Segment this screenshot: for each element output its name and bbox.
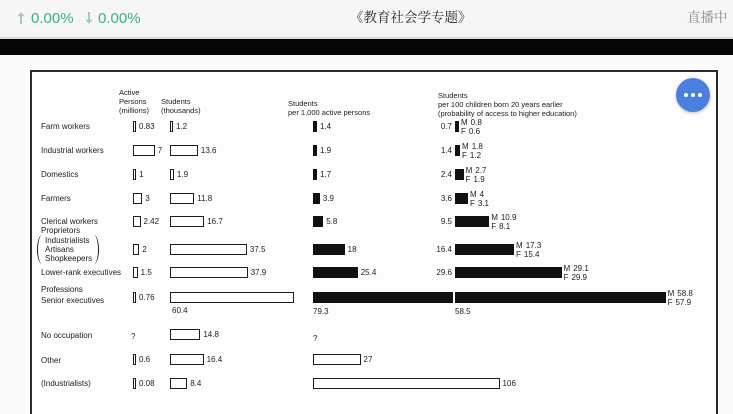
students-value: 8.4 <box>190 379 202 388</box>
students-bar <box>170 292 294 303</box>
access-probability-bar <box>455 244 514 255</box>
students-value: 14.8 <box>203 330 219 339</box>
male-value-group <box>470 190 484 199</box>
students-value: 37.9 <box>250 268 267 277</box>
row-label: Domestics <box>41 170 79 179</box>
female-value: 15.4 <box>523 250 540 259</box>
male-value-group <box>491 213 516 222</box>
students-per-1000-bar <box>313 145 317 156</box>
bracket-open-icon <box>37 235 42 264</box>
male-label: M <box>667 289 675 298</box>
students-per-1000-value: 1.9 <box>320 146 332 155</box>
male-value-group <box>564 264 589 273</box>
male-value: 17.3 <box>525 241 542 250</box>
male-value: 58.8 <box>677 289 693 298</box>
active-persons-value: 0.08 <box>139 379 155 388</box>
access-probability-bar <box>455 193 468 204</box>
header-students <box>161 97 201 115</box>
row-group-heading: Proprietors <box>41 226 81 235</box>
header-line: (millions) <box>119 106 149 115</box>
active-persons-bar <box>133 169 136 180</box>
access-probability-value: 3.6 <box>440 194 452 203</box>
students-per-1000-value: 106 <box>502 379 516 388</box>
female-value: 8.1 <box>499 222 511 231</box>
row-label: Professions <box>41 285 83 294</box>
female-label: F <box>667 298 673 307</box>
female-value-group <box>564 273 587 282</box>
arrow-down-icon <box>85 11 93 25</box>
female-value-group <box>491 222 510 231</box>
female-value: 0.6 <box>468 127 481 136</box>
access-probability-bar <box>455 267 562 278</box>
row-label: Industrial workers <box>41 146 104 155</box>
active-persons-value: 7 <box>157 146 163 155</box>
active-persons-bar <box>133 292 136 303</box>
active-persons-bar <box>133 267 138 278</box>
students-per-1000-bar <box>313 216 323 227</box>
female-value-group <box>461 127 480 136</box>
more-options-button[interactable] <box>676 78 710 112</box>
row-label: Clerical workers <box>41 217 98 226</box>
students-per-1000-value: 5.8 <box>326 217 338 226</box>
header-line: Active <box>119 88 140 97</box>
students-per-1000-bar <box>313 193 320 204</box>
access-probability-value: 1.4 <box>440 146 452 155</box>
female-label: F <box>462 151 467 160</box>
students-per-1000-value: 3.9 <box>322 194 334 203</box>
female-label: F <box>469 199 475 208</box>
row-label: Industrialists <box>45 236 90 245</box>
female-value: 3.1 <box>477 199 489 208</box>
access-probability-value: 0.7 <box>440 122 452 131</box>
active-persons-value: ? <box>131 332 136 341</box>
row-label: Lower-rank executives <box>41 268 122 277</box>
male-value-group <box>668 289 693 298</box>
active-persons-value: 0.76 <box>139 293 155 302</box>
students-per-1000-bar <box>313 121 317 132</box>
active-persons-value: 2.42 <box>143 217 160 226</box>
students-value: 60.4 <box>172 306 188 315</box>
active-persons-bar <box>133 145 155 156</box>
male-value-group <box>461 118 482 127</box>
students-per-1000-bar <box>313 354 361 365</box>
active-persons-bar <box>133 193 142 204</box>
download-rate: 0.00% <box>98 10 141 27</box>
students-value: 13.6 <box>200 146 217 155</box>
female-label: F <box>461 127 466 136</box>
access-probability-value: 29.6 <box>436 268 452 277</box>
male-value-group <box>462 142 483 151</box>
live-status: 直播中 <box>687 10 728 26</box>
students-per-1000-bar <box>313 244 345 255</box>
more-dots-icon <box>684 93 702 97</box>
active-persons-bar <box>133 378 136 389</box>
access-probability-value: 2.4 <box>440 170 452 179</box>
students-value: 1.9 <box>176 170 189 179</box>
video-top-band <box>0 39 733 55</box>
male-value: 4 <box>479 190 485 199</box>
active-persons-value: 3 <box>145 194 150 203</box>
students-per-1000-value: 27 <box>363 355 373 364</box>
female-value: 29.9 <box>571 273 588 282</box>
male-value: 10.9 <box>500 213 517 222</box>
active-persons-value: 2 <box>142 245 147 254</box>
male-value: 1.8 <box>471 142 483 151</box>
female-value: 57.9 <box>675 298 692 307</box>
active-persons-bar <box>133 244 139 255</box>
students-per-1000-value: 18 <box>347 245 357 254</box>
header-line: Students <box>288 99 318 108</box>
male-value-group <box>516 241 541 250</box>
access-probability-bar <box>455 292 666 303</box>
header-line: Students <box>161 97 191 106</box>
male-label: M <box>563 264 571 273</box>
students-per-1000-value: 1.4 <box>320 122 332 131</box>
active-persons-value: 1.5 <box>140 268 152 277</box>
header-line: per 100 children born 20 years earlier <box>438 100 563 109</box>
female-label: F <box>516 250 521 259</box>
header-line: Persons <box>119 97 147 106</box>
male-value: 2.7 <box>475 166 487 175</box>
header-active-persons <box>119 88 149 115</box>
access-probability-value: 16.4 <box>436 245 452 254</box>
students-per-1000-bar <box>313 378 500 389</box>
access-probability-bar <box>455 145 460 156</box>
students-bar <box>170 216 204 227</box>
students-bar <box>170 378 187 389</box>
students-per-1000-bar <box>313 267 358 278</box>
students-bar <box>170 329 200 340</box>
female-value-group <box>470 199 489 208</box>
students-per-1000-value: 79.3 <box>313 307 329 316</box>
male-value: 0.8 <box>470 118 482 127</box>
male-label: M <box>516 241 523 250</box>
students-value: 16.7 <box>207 217 223 226</box>
students-per-1000-bar <box>313 292 453 303</box>
access-probability-value: 9.5 <box>440 217 452 226</box>
students-per-1000-value: 25.4 <box>360 268 377 277</box>
students-bar <box>170 145 198 156</box>
row-label: No occupation <box>41 331 93 340</box>
female-value-group <box>516 250 539 259</box>
access-probability-bar <box>455 121 459 132</box>
male-label: M <box>462 142 469 151</box>
students-bar <box>170 267 248 278</box>
students-bar <box>170 244 247 255</box>
active-persons-value: 0.6 <box>139 355 151 364</box>
male-label: M <box>469 190 477 199</box>
row-label: Farm workers <box>41 122 90 131</box>
students-value: 37.5 <box>249 245 266 254</box>
students-value: 16.4 <box>206 355 223 364</box>
access-probability-bar <box>455 169 464 180</box>
active-persons-bar <box>133 216 141 227</box>
female-value-group <box>466 175 485 184</box>
female-label: F <box>563 273 569 282</box>
upload-rate: 0.00% <box>31 10 74 27</box>
male-value-group <box>466 166 487 175</box>
students-bar <box>170 169 174 180</box>
row-label: Artisans <box>45 245 74 254</box>
female-value: 1.2 <box>469 151 482 160</box>
active-persons-bar <box>133 121 136 132</box>
access-probability-bar <box>455 216 489 227</box>
active-persons-value: 1 <box>139 170 144 179</box>
course-title: 《教育社会学专题》 <box>350 10 472 26</box>
female-label: F <box>465 175 471 184</box>
female-label: F <box>491 222 497 231</box>
row-label: Shopkeepers <box>45 254 93 263</box>
header-line: (thousands) <box>161 106 201 115</box>
header-line: (probability of access to higher education) <box>438 109 577 118</box>
students-bar <box>170 193 194 204</box>
row-label: Farmers <box>41 194 71 203</box>
row-label: (Industrialists) <box>41 379 91 388</box>
female-value-group <box>462 151 481 160</box>
active-persons-bar <box>133 354 136 365</box>
students-value: 11.8 <box>197 194 213 203</box>
header-access-probability <box>438 91 577 118</box>
male-label: M <box>461 118 468 127</box>
students-bar <box>170 354 204 365</box>
students-per-1000-bar <box>313 169 317 180</box>
female-value: 1.9 <box>473 175 485 184</box>
arrow-up-icon <box>17 11 25 25</box>
header-students-per-1000 <box>288 99 370 117</box>
students-bar <box>170 121 173 132</box>
row-label: Senior executives <box>41 296 105 305</box>
header-line: per 1,000 active persons <box>288 108 371 117</box>
row-label: Other <box>41 356 62 365</box>
male-label: M <box>491 213 498 222</box>
students-per-1000-value: ? <box>313 334 318 343</box>
top-bar <box>0 0 733 39</box>
access-probability-value: 58.5 <box>455 307 471 316</box>
female-value-group <box>668 298 691 307</box>
active-persons-value: 0.83 <box>139 122 155 131</box>
male-value: 29.1 <box>573 264 589 273</box>
header-line: Students <box>438 91 468 100</box>
students-value: 1.2 <box>176 122 188 131</box>
male-label: M <box>465 166 473 175</box>
students-per-1000-value: 1.7 <box>320 170 332 179</box>
